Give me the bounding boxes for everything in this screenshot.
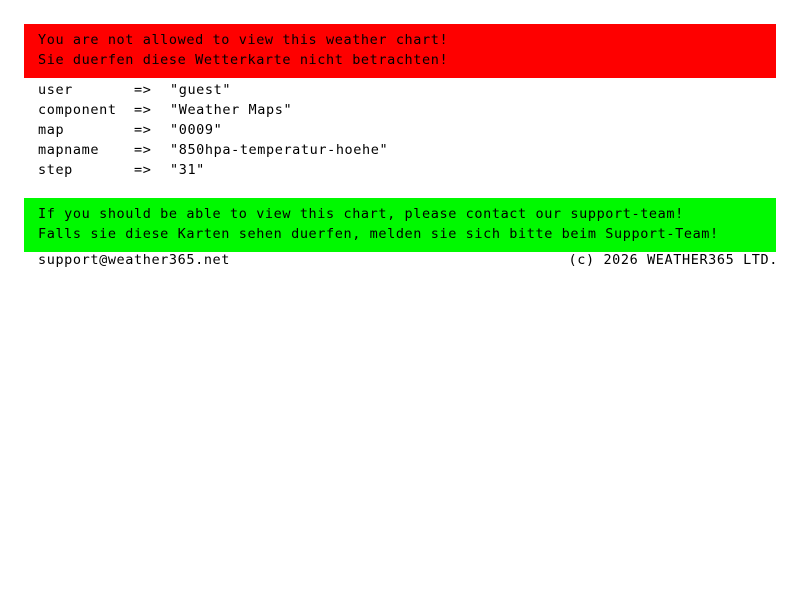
- parameter-value: "guest": [170, 82, 232, 98]
- parameter-list: [38, 80, 778, 180]
- parameter-row-mapname: [38, 140, 778, 160]
- parameter-row-map: [38, 120, 778, 140]
- parameter-key: mapname: [38, 142, 100, 158]
- parameter-key: component: [38, 102, 117, 118]
- parameter-row-component: [38, 100, 778, 120]
- copyright-text: (c) 2026 WEATHER365 LTD.: [568, 252, 778, 268]
- parameter-value: "Weather Maps": [170, 102, 293, 118]
- parameter-value: "31": [170, 162, 205, 178]
- error-banner: [24, 24, 776, 78]
- error-banner-line-de: Sie duerfen diese Wetterkarte nicht betrachten!: [38, 52, 449, 68]
- error-banner-line-en: You are not allowed to view this weather chart!: [38, 32, 449, 48]
- parameter-value: "0009": [170, 122, 223, 138]
- support-email-link[interactable]: support@weather365.net: [38, 252, 231, 268]
- parameter-key: map: [38, 122, 65, 138]
- parameter-key: user: [38, 82, 73, 98]
- parameter-row-user: [38, 80, 778, 100]
- parameter-arrow: =>: [134, 82, 152, 98]
- parameter-key: step: [38, 162, 73, 178]
- parameter-arrow: =>: [134, 142, 152, 158]
- info-banner-line-de: Falls sie diese Karten sehen duerfen, melden sie sich bitte beim Support-Team!: [38, 226, 719, 242]
- parameter-arrow: =>: [134, 122, 152, 138]
- info-banner-line-en: If you should be able to view this chart, please contact our support-team!: [38, 206, 684, 222]
- parameter-arrow: =>: [134, 162, 152, 178]
- footer: [38, 250, 778, 270]
- parameter-value: "850hpa-temperatur-hoehe": [170, 142, 389, 158]
- info-banner: [24, 198, 776, 252]
- parameter-row-step: [38, 160, 778, 180]
- parameter-arrow: =>: [134, 102, 152, 118]
